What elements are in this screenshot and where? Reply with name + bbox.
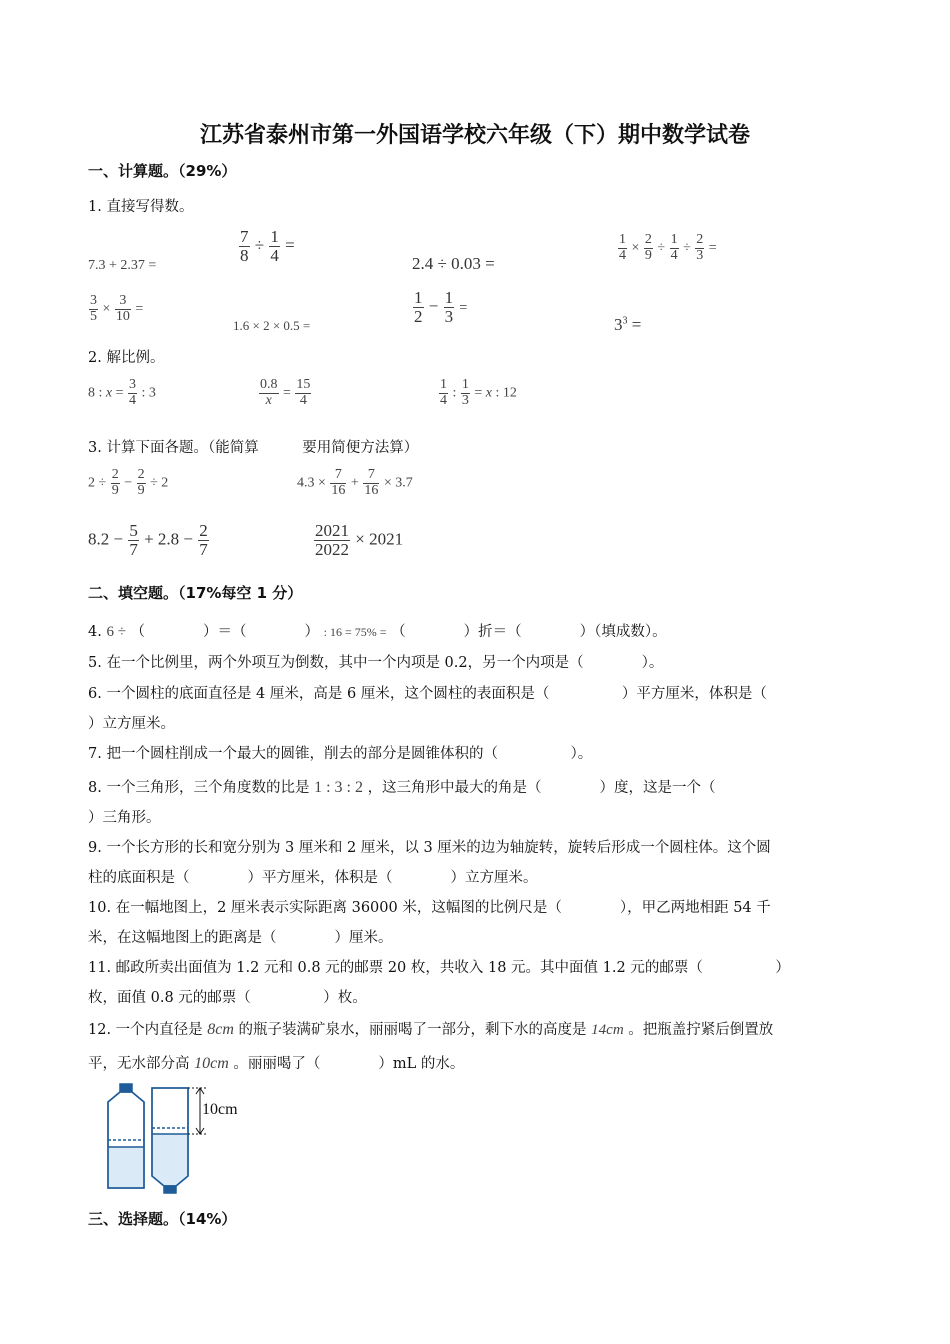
question-6-line-1: 6. 一个圆柱的底面直径是 4 厘米，高是 6 厘米，这个圆柱的表面积是（ ）平方厘米，体积是（	[88, 686, 767, 702]
question-9-line-2: 柱的底面积是（ ）平方厘米，体积是（ ）立方厘米。	[88, 870, 538, 886]
section-heading-choice: 三、选择题。（14%）	[88, 1210, 237, 1228]
section-heading-fill: 二、填空题。（17%每空 1 分）	[88, 584, 303, 602]
expr-5: $\frac{3}{5}$ × $\frac{3}{10}$ =	[90, 293, 144, 324]
question-12-line-2: 平，无水部分高 10cm 。丽丽喝了（ ）mL 的水。	[88, 1055, 465, 1072]
question-12-line-1: 12. 一个内直径是 8cm 的瓶子装满矿泉水，丽丽喝了一部分，剩下水的高度是 14cm 。把瓶盖拧紧后倒置放	[88, 1021, 774, 1038]
question-1-label: 1. 直接写得数。	[88, 199, 194, 215]
question-10-line-2: 米，在这幅地图上的距离是（ ）厘米。	[88, 930, 393, 946]
calc-4: $\frac{2021}{2022}$ × 2021	[315, 521, 404, 559]
section-heading-calc: 一、计算题。（29%）	[88, 162, 237, 180]
question-6-line-2: ）立方厘米。	[88, 716, 175, 732]
calc-2: 4.3 × $\frac{7}{16}$ + $\frac{7}{16}$ × 3.7	[297, 467, 413, 498]
expr-3: 2.4 ÷ 0.03 =	[412, 254, 495, 273]
expr-7: $\frac{1}{2}$ − $\frac{1}{3}$ =	[414, 288, 468, 326]
expr-1: 7.3 + 2.37 =	[88, 258, 157, 273]
calc-1: 2 ÷ $\frac{2}{9}$ − $\frac{2}{9}$ ÷ 2	[88, 467, 169, 498]
proportion-1: 8 : x = $\frac{3}{4}$ : 3	[88, 377, 156, 408]
inverted-bottle	[152, 1088, 188, 1193]
question-9-line-1: 9. 一个长方形的长和宽分别为 3 厘米和 2 厘米，以 3 厘米的边为轴旋转，旋转后形成一个圆柱体。这个圆	[88, 840, 771, 856]
question-2-label: 2. 解比例。	[88, 350, 165, 366]
proportion-2: $\frac{0.8}{x}$ = $\frac{15}{4}$	[260, 377, 311, 408]
question-10-line-1: 10. 在一幅地图上，2 厘米表示实际距离 36000 米，这幅图的比例尺是（ ），甲乙两地相距 54 千	[88, 900, 771, 916]
expr-6: 1.6 × 2 × 0.5 =	[233, 318, 311, 333]
bottle-diagram	[96, 1082, 276, 1194]
question-11-line-1: 11. 邮政所卖出面值为 1.2 元和 0.8 元的邮票 20 枚，共收入 18 元。其中面值 1.2 元的邮票（ ）	[88, 960, 790, 976]
page-title: 江苏省泰州市第一外国语学校六年级（下）期中数学试卷	[199, 123, 750, 148]
calc-3: 8.2 − $\frac{5}{7}$ + 2.8 − $\frac{2}{7}$	[88, 521, 208, 559]
expr-4: $\frac{1}{4}$ × $\frac{2}{9}$ ÷ $\frac{1}{4}$ ÷ $\frac{2}{3}$ =	[619, 232, 717, 263]
question-11-line-2: 枚，面值 0.8 元的邮票（ ）枚。	[88, 990, 367, 1006]
expr-2: $\frac{7}{8}$ ÷ $\frac{1}{4}$ =	[240, 227, 295, 265]
proportion-3: $\frac{1}{4}$ : $\frac{1}{3}$ = x : 12	[440, 377, 517, 408]
dimension-label: 10cm	[202, 1101, 238, 1118]
question-7: 7. 把一个圆柱削成一个最大的圆锥，削去的部分是圆锥体积的（ ）。	[88, 746, 593, 762]
question-4: 4. 6 ÷ （ ）＝（ ） : 16 = 75% = （ ）折＝（ ）（填成数）。	[88, 624, 667, 640]
question-8-line-1: 8. 一个三角形，三个角度数的比是 1 : 3 : 2 ，这三角形中最大的角是（ ）度，这是一个（	[88, 779, 716, 796]
expr-8: $3^3$ =	[614, 315, 642, 334]
question-3-label: 3. 计算下面各题。（能简算 要用简便方法算）	[88, 440, 419, 456]
upright-bottle	[108, 1084, 144, 1188]
question-5: 5. 在一个比例里，两个外项互为倒数，其中一个内项是 0.2，另一个内项是（ ）。	[88, 655, 664, 671]
question-8-line-2: ）三角形。	[88, 810, 161, 826]
